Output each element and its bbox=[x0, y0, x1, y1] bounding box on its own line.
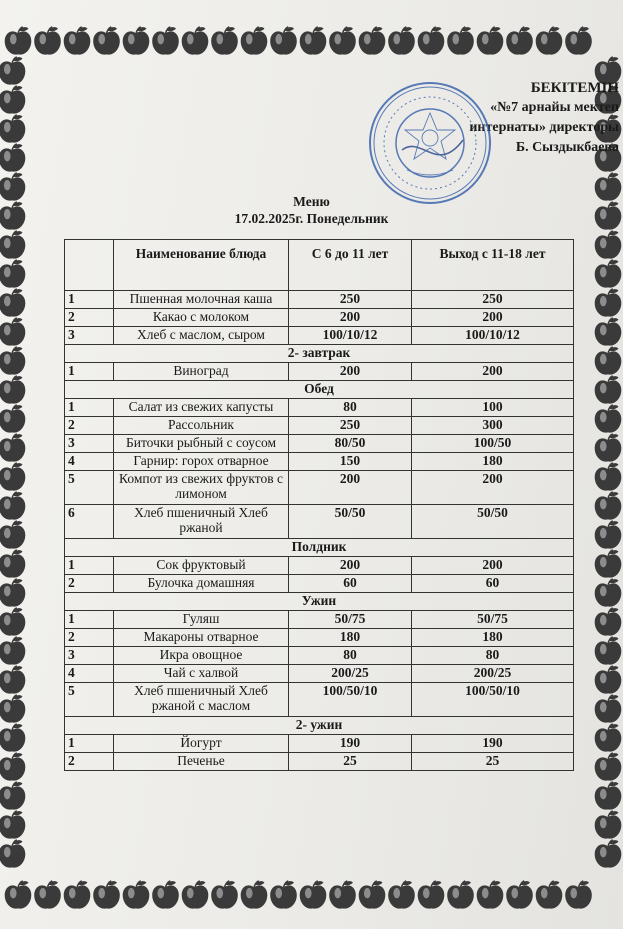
apple-border-icon bbox=[0, 782, 25, 810]
section-header-row bbox=[65, 345, 574, 363]
dish-name: Какао с молоком bbox=[114, 309, 289, 327]
portion-6-11: 190 bbox=[289, 735, 412, 753]
portion-11-18: 200 bbox=[412, 309, 574, 327]
apple-border-icon bbox=[93, 27, 120, 55]
portion-6-11: 180 bbox=[289, 629, 412, 647]
apple-border-icon bbox=[182, 27, 209, 55]
portion-6-11: 250 bbox=[289, 291, 412, 309]
apple-border-icon bbox=[595, 579, 622, 607]
apple-border-icon bbox=[0, 463, 25, 491]
portion-11-18: 200 bbox=[412, 363, 574, 381]
portion-11-18: 25 bbox=[412, 753, 574, 771]
apple-border-icon bbox=[0, 434, 25, 462]
table-row bbox=[65, 665, 574, 683]
portion-6-11: 50/75 bbox=[289, 611, 412, 629]
apple-border-icon bbox=[595, 260, 622, 288]
apple-border-icon bbox=[506, 27, 533, 55]
table-row bbox=[65, 735, 574, 753]
row-number: 4 bbox=[65, 665, 114, 683]
apple-border-icon bbox=[359, 881, 386, 909]
portion-6-11: 80 bbox=[289, 399, 412, 417]
section-header-row bbox=[65, 539, 574, 557]
apple-border-icon bbox=[93, 881, 120, 909]
section-title: Обед bbox=[65, 381, 574, 399]
table-header-cell: С 6 до 11 лет bbox=[289, 240, 412, 291]
row-number: 6 bbox=[65, 505, 114, 539]
apple-border-icon bbox=[64, 881, 91, 909]
portion-11-18: 60 bbox=[412, 575, 574, 593]
portion-6-11: 80 bbox=[289, 647, 412, 665]
section-header-row bbox=[65, 717, 574, 735]
apple-border-icon bbox=[270, 27, 297, 55]
apple-border-icon bbox=[418, 881, 445, 909]
apple-border-icon bbox=[0, 811, 25, 839]
portion-11-18: 50/50 bbox=[412, 505, 574, 539]
portion-6-11: 150 bbox=[289, 453, 412, 471]
apple-border-icon bbox=[5, 881, 32, 909]
table-row bbox=[65, 291, 574, 309]
row-number: 1 bbox=[65, 557, 114, 575]
menu-table bbox=[64, 239, 574, 771]
table-header-row bbox=[65, 240, 574, 291]
apple-border-icon bbox=[5, 27, 32, 55]
apple-border-icon bbox=[565, 27, 592, 55]
table-row bbox=[65, 471, 574, 505]
table-row bbox=[65, 611, 574, 629]
table-row bbox=[65, 399, 574, 417]
portion-6-11: 60 bbox=[289, 575, 412, 593]
table-row bbox=[65, 417, 574, 435]
apple-border-icon bbox=[595, 231, 622, 259]
apple-border-icon bbox=[241, 27, 268, 55]
apple-border-icon bbox=[595, 492, 622, 520]
table-row bbox=[65, 309, 574, 327]
apple-border-icon bbox=[329, 27, 356, 55]
apple-border-icon bbox=[211, 27, 238, 55]
portion-6-11: 50/50 bbox=[289, 505, 412, 539]
dish-name: Хлеб пшеничный Хлеб ржаной bbox=[114, 505, 289, 539]
dish-name: Гарнир: горох отварное bbox=[114, 453, 289, 471]
apple-border-icon bbox=[123, 27, 150, 55]
menu-date: 17.02.2025г. Понедельник bbox=[234, 211, 389, 226]
portion-6-11: 200 bbox=[289, 557, 412, 575]
portion-6-11: 80/50 bbox=[289, 435, 412, 453]
menu-title bbox=[0, 193, 623, 227]
apple-border-icon bbox=[595, 434, 622, 462]
dish-name: Булочка домашняя bbox=[114, 575, 289, 593]
dish-name: Сок фруктовый bbox=[114, 557, 289, 575]
apple-border-icon bbox=[595, 811, 622, 839]
dish-name: Хлеб пшеничный Хлеб ржаной с маслом bbox=[114, 683, 289, 717]
table-row bbox=[65, 683, 574, 717]
apple-border-icon bbox=[0, 376, 25, 404]
table-row bbox=[65, 453, 574, 471]
section-title: Ужин bbox=[65, 593, 574, 611]
approval-position: интернаты» директоры bbox=[469, 120, 619, 135]
portion-11-18: 50/75 bbox=[412, 611, 574, 629]
dish-name: Рассольник bbox=[114, 417, 289, 435]
row-number: 1 bbox=[65, 363, 114, 381]
apple-border-icon bbox=[0, 840, 25, 868]
table-row bbox=[65, 629, 574, 647]
apple-border-icon bbox=[595, 695, 622, 723]
apple-border-icon bbox=[418, 27, 445, 55]
apple-border-icon bbox=[0, 666, 25, 694]
table-header-cell: Наименование блюда bbox=[114, 240, 289, 291]
table-row bbox=[65, 505, 574, 539]
portion-11-18: 180 bbox=[412, 453, 574, 471]
row-number: 2 bbox=[65, 753, 114, 771]
row-number: 4 bbox=[65, 453, 114, 471]
dish-name: Биточки рыбный с соусом bbox=[114, 435, 289, 453]
apple-border-icon bbox=[0, 231, 25, 259]
apple-border-icon bbox=[0, 86, 25, 114]
dish-name: Печенье bbox=[114, 753, 289, 771]
apple-border-icon bbox=[388, 27, 415, 55]
row-number: 2 bbox=[65, 575, 114, 593]
row-number: 5 bbox=[65, 471, 114, 505]
apple-border-icon bbox=[241, 881, 268, 909]
apple-border-icon bbox=[536, 27, 563, 55]
official-seal-icon bbox=[367, 80, 493, 206]
apple-border-icon bbox=[34, 881, 61, 909]
dish-name: Хлеб с маслом, сыром bbox=[114, 327, 289, 345]
apple-border-icon bbox=[0, 753, 25, 781]
portion-11-18: 80 bbox=[412, 647, 574, 665]
apple-border-icon bbox=[595, 782, 622, 810]
menu-heading: Меню bbox=[293, 194, 330, 209]
table-header-cell: Выход с 11-18 лет bbox=[412, 240, 574, 291]
portion-6-11: 25 bbox=[289, 753, 412, 771]
apple-border-icon bbox=[595, 318, 622, 346]
apple-border-icon bbox=[0, 57, 25, 85]
apple-border-icon bbox=[595, 753, 622, 781]
apple-border-icon bbox=[565, 881, 592, 909]
dish-name: Пшенная молочная каша bbox=[114, 291, 289, 309]
apple-border-icon bbox=[0, 260, 25, 288]
apple-border-icon bbox=[595, 376, 622, 404]
portion-11-18: 100/10/12 bbox=[412, 327, 574, 345]
row-number: 1 bbox=[65, 611, 114, 629]
portion-11-18: 180 bbox=[412, 629, 574, 647]
approval-signatory: Б. Сыздыкбаева bbox=[515, 140, 619, 155]
apple-border-icon bbox=[0, 637, 25, 665]
apple-border-icon bbox=[595, 666, 622, 694]
apple-border-icon bbox=[300, 881, 327, 909]
dish-name: Виноград bbox=[114, 363, 289, 381]
apple-border-icon bbox=[595, 724, 622, 752]
portion-6-11: 100/10/12 bbox=[289, 327, 412, 345]
table-row bbox=[65, 327, 574, 345]
apple-border-icon bbox=[595, 405, 622, 433]
portion-6-11: 200/25 bbox=[289, 665, 412, 683]
apple-border-icon bbox=[477, 881, 504, 909]
apple-border-icon bbox=[64, 27, 91, 55]
dish-name: Салат из свежих капусты bbox=[114, 399, 289, 417]
portion-11-18: 300 bbox=[412, 417, 574, 435]
portion-11-18: 200 bbox=[412, 471, 574, 505]
portion-6-11: 100/50/10 bbox=[289, 683, 412, 717]
row-number: 1 bbox=[65, 291, 114, 309]
apple-border-icon bbox=[0, 550, 25, 578]
apple-border-icon bbox=[447, 27, 474, 55]
row-number: 3 bbox=[65, 327, 114, 345]
portion-11-18: 100 bbox=[412, 399, 574, 417]
apple-border-icon bbox=[595, 608, 622, 636]
apple-border-icon bbox=[0, 695, 25, 723]
row-number: 5 bbox=[65, 683, 114, 717]
portion-11-18: 200/25 bbox=[412, 665, 574, 683]
apple-border-icon bbox=[359, 27, 386, 55]
apple-border-icon bbox=[0, 144, 25, 172]
apple-border-icon bbox=[595, 550, 622, 578]
section-title: 2- завтрак bbox=[65, 345, 574, 363]
apple-border-icon bbox=[270, 881, 297, 909]
portion-6-11: 250 bbox=[289, 417, 412, 435]
table-header-cell bbox=[65, 240, 114, 291]
table-row bbox=[65, 753, 574, 771]
apple-border-icon bbox=[0, 521, 25, 549]
apple-border-icon bbox=[506, 881, 533, 909]
table-row bbox=[65, 647, 574, 665]
portion-11-18: 190 bbox=[412, 735, 574, 753]
table-row bbox=[65, 435, 574, 453]
apple-border-icon bbox=[0, 724, 25, 752]
apple-border-icon bbox=[0, 608, 25, 636]
row-number: 2 bbox=[65, 417, 114, 435]
table-row bbox=[65, 575, 574, 593]
portion-11-18: 100/50 bbox=[412, 435, 574, 453]
apple-border-icon bbox=[388, 881, 415, 909]
apple-border-icon bbox=[536, 881, 563, 909]
apple-border-icon bbox=[595, 463, 622, 491]
dish-name: Макароны отварное bbox=[114, 629, 289, 647]
approval-school: «№7 арнайы мектеп bbox=[490, 100, 619, 115]
portion-6-11: 200 bbox=[289, 363, 412, 381]
portion-11-18: 100/50/10 bbox=[412, 683, 574, 717]
apple-border-icon bbox=[34, 27, 61, 55]
row-number: 3 bbox=[65, 435, 114, 453]
apple-border-icon bbox=[0, 405, 25, 433]
section-title: Полдник bbox=[65, 539, 574, 557]
dish-name: Чай с халвой bbox=[114, 665, 289, 683]
apple-border-icon bbox=[477, 27, 504, 55]
apple-border-icon bbox=[152, 881, 179, 909]
table-row bbox=[65, 557, 574, 575]
dish-name: Йогурт bbox=[114, 735, 289, 753]
apple-border-icon bbox=[123, 881, 150, 909]
apple-border-icon bbox=[0, 579, 25, 607]
section-header-row bbox=[65, 593, 574, 611]
apple-border-icon bbox=[211, 881, 238, 909]
apple-border-icon bbox=[0, 318, 25, 346]
table-row bbox=[65, 363, 574, 381]
dish-name: Гуляш bbox=[114, 611, 289, 629]
approval-title: БЕКІТЕМІН bbox=[530, 80, 619, 96]
apple-border-icon bbox=[595, 347, 622, 375]
apple-border-icon bbox=[0, 115, 25, 143]
apple-border-icon bbox=[595, 840, 622, 868]
section-title: 2- ужин bbox=[65, 717, 574, 735]
dish-name: Компот из свежих фруктов с лимоном bbox=[114, 471, 289, 505]
apple-border-icon bbox=[329, 881, 356, 909]
apple-border-icon bbox=[447, 881, 474, 909]
row-number: 1 bbox=[65, 399, 114, 417]
dish-name: Икра овощное bbox=[114, 647, 289, 665]
section-header-row bbox=[65, 381, 574, 399]
apple-border-icon bbox=[0, 492, 25, 520]
row-number: 3 bbox=[65, 647, 114, 665]
portion-6-11: 200 bbox=[289, 309, 412, 327]
apple-border-icon bbox=[0, 289, 25, 317]
portion-11-18: 250 bbox=[412, 291, 574, 309]
row-number: 2 bbox=[65, 629, 114, 647]
row-number: 2 bbox=[65, 309, 114, 327]
apple-border-icon bbox=[595, 637, 622, 665]
portion-6-11: 200 bbox=[289, 471, 412, 505]
apple-border-icon bbox=[595, 289, 622, 317]
apple-border-icon bbox=[300, 27, 327, 55]
apple-border-icon bbox=[0, 347, 25, 375]
portion-11-18: 200 bbox=[412, 557, 574, 575]
apple-border-icon bbox=[152, 27, 179, 55]
row-number: 1 bbox=[65, 735, 114, 753]
apple-border-icon bbox=[182, 881, 209, 909]
apple-border-icon bbox=[595, 521, 622, 549]
